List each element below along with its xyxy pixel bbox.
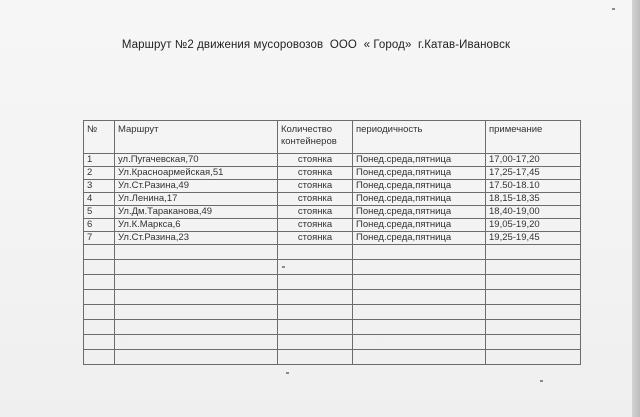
cell-num: 7: [84, 232, 115, 245]
cell-route: Ул.Ст.Разина,49: [115, 180, 278, 193]
table-row: [84, 232, 581, 245]
scan-edge: [632, 0, 640, 417]
empty-row: [84, 245, 581, 260]
cell-route: Ул.Ленина,17: [115, 193, 278, 206]
cell-num: 2: [84, 167, 115, 180]
scan-speck: [286, 372, 289, 374]
empty-row: [84, 275, 581, 290]
empty-row: [84, 335, 581, 350]
cell-num: 1: [84, 154, 115, 167]
cell-num: 5: [84, 206, 115, 219]
scan-speck: [282, 266, 285, 268]
cell-qty: стоянка: [278, 193, 353, 206]
cell-note: 17,25-17,45: [486, 167, 581, 180]
cell-note: 17,00-17,20: [486, 154, 581, 167]
header-qty: Количество контейнеров: [278, 121, 353, 154]
table-row: [84, 167, 581, 180]
cell-note: 19,25-19,45: [486, 232, 581, 245]
cell-qty: стоянка: [278, 167, 353, 180]
cell-period: Понед.среда,пятница: [353, 232, 486, 245]
scan-speck: [540, 380, 543, 382]
empty-row: [84, 350, 581, 365]
scan-speck: [612, 8, 615, 10]
cell-note: 19,05-19,20: [486, 219, 581, 232]
route-table: [83, 120, 581, 365]
table-row: [84, 206, 581, 219]
table-row: [84, 193, 581, 206]
cell-qty: стоянка: [278, 219, 353, 232]
cell-route: Ул.Дм.Тараканова,49: [115, 206, 278, 219]
cell-period: Понед.среда,пятница: [353, 167, 486, 180]
cell-num: 6: [84, 219, 115, 232]
empty-row: [84, 260, 581, 275]
cell-qty: стоянка: [278, 154, 353, 167]
empty-row: [84, 290, 581, 305]
cell-period: Понед.среда,пятница: [353, 154, 486, 167]
cell-num: 4: [84, 193, 115, 206]
cell-period: Понед.среда,пятница: [353, 219, 486, 232]
cell-num: 3: [84, 180, 115, 193]
empty-row: [84, 320, 581, 335]
table-row: [84, 154, 581, 167]
page-title: Маршрут №2 движения мусоровозов ООО « Город» г.Катав-Ивановск: [121, 39, 511, 51]
cell-note: 18,15-18,35: [486, 193, 581, 206]
cell-qty: стоянка: [278, 180, 353, 193]
cell-route: Ул.К.Маркса,6: [115, 219, 278, 232]
cell-period: Понед.среда,пятница: [353, 206, 486, 219]
header-note: примечание: [486, 121, 581, 154]
cell-qty: стоянка: [278, 232, 353, 245]
table-row: [84, 219, 581, 232]
header-num: №: [84, 121, 115, 154]
cell-route: ул.Пугачевская,70: [115, 154, 278, 167]
cell-period: Понед.среда,пятница: [353, 180, 486, 193]
header-period: периодичность: [353, 121, 486, 154]
cell-note: 17.50-18.10: [486, 180, 581, 193]
cell-qty: стоянка: [278, 206, 353, 219]
empty-row: [84, 305, 581, 320]
table-row: [84, 180, 581, 193]
table-header-row: [84, 121, 581, 154]
cell-route: Ул.Красноармейская,51: [115, 167, 278, 180]
cell-note: 18,40-19,00: [486, 206, 581, 219]
header-route: Маршрут: [115, 121, 278, 154]
cell-period: Понед.среда,пятница: [353, 193, 486, 206]
cell-route: Ул.Ст.Разина,23: [115, 232, 278, 245]
